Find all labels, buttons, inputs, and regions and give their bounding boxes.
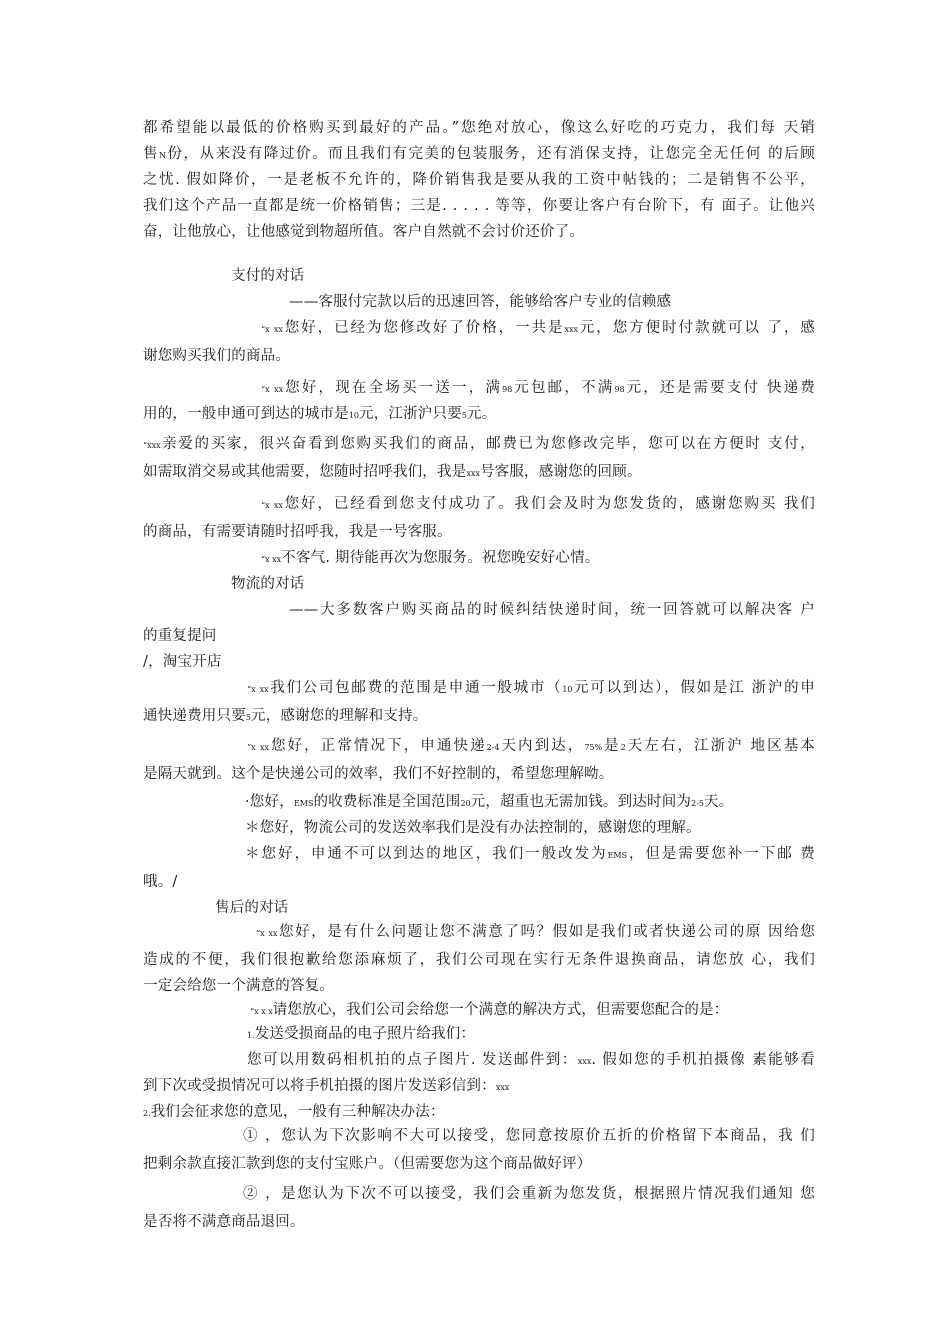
aftersale-step-1-detail-cont: 到下次或受损情况可以将手机拍摄的图片发送彩信到：xxx	[143, 1078, 510, 1094]
aftersale-option-2: ② ，是您认为下次不可以接受，我们会重新为您发货，根据照片情况我们通知 您	[243, 1186, 815, 1202]
intro-line-2: 售N份，从来没有降过价。而且我们有完美的包装服务，还有消保支持，让您完全无任何 的后顾	[143, 146, 815, 162]
payment-reply-2-cont: 用的，一般申通可到达的城市是10元，江浙沪只要5元。	[143, 406, 497, 422]
payment-reply-2: “x xx您好，现在全场买一送一，满98元包邮，不满98元，还是需要支付 快递费	[261, 380, 816, 396]
aftersale-heading: 售后的对话	[215, 900, 289, 916]
payment-reply-1: “x xx您好，已经为您修改好了价格，一共是xxx元，您方便时付款就可以 了，感	[261, 320, 816, 336]
payment-reply-4: “x xx您好，已经看到您支付成功了。我们会及时为您发货的，感谢您购买 我们	[261, 496, 815, 512]
aftersale-reply-1-cont: 造成的不便，我们很抱歉给您添麻烦了，我们公司现在实行无条件退换商品，请您放 心，我们	[143, 952, 815, 968]
payment-subtitle: ——客服付完款以后的迅速回答，能够给客户专业的信赖感	[289, 294, 672, 310]
logistics-reply-1-cont: 通快递费用只要5元，感谢您的理解和支持。	[143, 708, 428, 724]
aftersale-reply-1-cont-2: 一定会给您一个满意的答复。	[143, 978, 335, 994]
logistics-subtitle-cont: 的重复提问	[143, 628, 217, 644]
intro-line-4: 我们这个产品一直都是统一价格销售；三是. . . . . 等等，你要让客户有台阶下，有 面子。让他兴	[143, 198, 815, 214]
logistics-heading: 物流的对话	[231, 576, 305, 592]
payment-reply-3-cont: 如需取消交易或其他需要，您随时招呼我们，我是xxx号客服，感谢您的回顾。	[143, 464, 642, 480]
logistics-reply-2: “x xx您好，正常情况下，申通快递2-4天内到达，75%是2天左右，江浙沪 地区基本	[247, 738, 815, 754]
payment-reply-1-cont: 谢您购买我们的商品。	[143, 348, 290, 364]
intro-line-1: 都希望能以最低的价格购买到最好的产品。”您绝对放心，像这么好吃的巧克力，我们每 天销	[143, 120, 815, 136]
payment-reply-3: “xxx亲爱的买家，很兴奋看到您购买我们的商品，邮费已为您修改完毕，您可以在方便时 支付，	[143, 436, 815, 452]
logistics-reply-5-cont: 哦。/	[143, 874, 178, 890]
aftersale-reply-1: “x xx您好，是有什么问题让您不满意了吗？假如是我们或者快递公司的原 因给您	[256, 924, 816, 940]
intro-line-5: 奋，让他放心，让他感觉到物超所值。客户自然就不会讨价还价了。	[143, 224, 584, 240]
logistics-reply-5: ＊您好，申通不可以到达的地区，我们一般改发为EMS，但是需要您补一下邮 费	[245, 846, 815, 862]
logistics-reply-2-cont: 是隔天就到。这个是快递公司的效率，我们不好控制的，希望您理解呦。	[143, 766, 614, 782]
aftersale-step-1: 1.发送受损商品的电子照片给我们：	[247, 1026, 476, 1042]
aftersale-reply-2: “x x x请您放心，我们公司会给您一个满意的解决方式，但需要您配合的是：	[250, 1002, 729, 1018]
payment-reply-5: “x xx不客气. 期待能再次为您服务。祝您晚安好心情。	[261, 550, 600, 566]
logistics-reply-4: ＊您好，物流公司的发送效率我们是没有办法控制的，感谢您的理解。	[245, 820, 701, 836]
aftersale-step-1-detail: 您可以用数码相机拍的点子图片. 发送邮件到：xxx. 假如您的手机拍摄像 素能够看	[247, 1052, 815, 1068]
aftersale-option-1-cont: 把剩余款直接汇款到您的支付宝账户。（但需要您为这个商品做好评）	[143, 1156, 592, 1172]
logistics-reply-1: “x xx我们公司包邮费的范围是申通一般城市（10元可以到达），假如是江 浙沪的申	[247, 680, 816, 696]
intro-line-3: 之忧. 假如降价，一是老板不允许的，降价销售我是要从我的工资中帖钱的；二是销售不公平，	[143, 172, 815, 188]
payment-heading: 支付的对话	[231, 268, 305, 284]
aftersale-option-1: ① ，您认为下次影响不大可以接受，您同意按原价五折的价格留下本商品，我 们	[243, 1128, 815, 1144]
logistics-tag: /，淘宝开店	[143, 654, 222, 670]
aftersale-option-2-cont: 是否将不满意商品退回。	[143, 1214, 305, 1230]
aftersale-step-2: 2.我们会征求您的意见，一般有三种解决办法：	[143, 1104, 445, 1120]
logistics-reply-3: ·您好，EMS的收费标准是全国范围20元，超重也无需加钱。到达时间为2-5天。	[245, 794, 734, 810]
payment-reply-4-cont: 的商品，有需要请随时招呼我，我是一号客服。	[143, 524, 452, 540]
logistics-subtitle: ——大多数客户购买商品的时候纠结快递时间，统一回答就可以解决客 户	[289, 602, 815, 618]
